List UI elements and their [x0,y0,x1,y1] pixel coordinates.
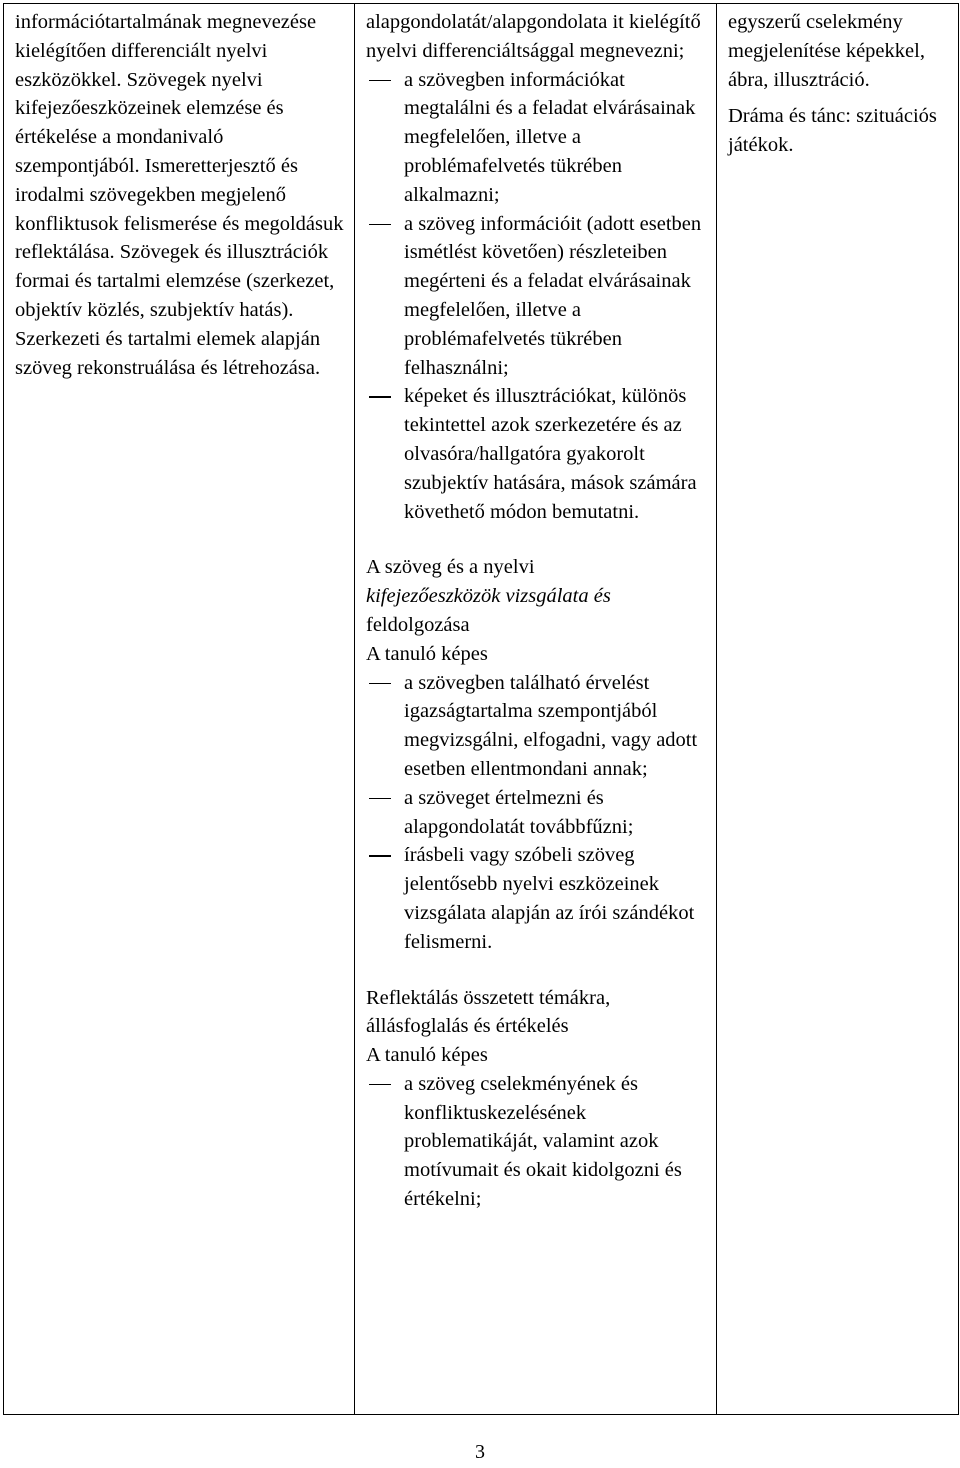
list-item: a szöveget értelmezni és alapgondolatát továbbfűzni; [366,784,708,842]
list-item: a szöveg cselekményének és konfliktuskezelésének problematikáját, valamint azok motívumait és okait kidolgozni és értékelni; [366,1070,708,1214]
section-heading-line: feldolgozása [366,613,470,636]
list-item: a szövegben információkat megtalálni és a feladat elvárásainak megfelelően, illetve a problémafelvetés tükrében alkalmazni; [366,66,708,210]
list-item: a szöveg információit (adott esetben ismétlést követően) részleteiben megérteni és a feladat elvárásainak megfelelően, illetve a problémafelvetés tükrében felhasználni; [366,210,708,383]
table-row [4,4,959,1415]
section-heading [366,553,708,639]
section-heading-line: állásfoglalás és értékelés [366,1015,569,1038]
list-item: írásbeli vagy szóbeli szöveg jelentősebb nyelvi eszközeinek vizsgálata alapján az írói szándékot felismerni. [366,841,708,956]
section-heading-line: A szöveg és a nyelvi [366,556,535,579]
section-lead: A tanuló képes [366,1044,488,1067]
section-list [366,669,708,957]
section-heading-line-italic: kifejezőeszközök vizsgálata és [366,585,611,608]
list-item: a szövegben található érvelést igazságtartalma szempontjából megvizsgálni, elfogadni, vagy adott esetben ellentmondani annak; [366,669,708,784]
content-paragraph: információtartalmának megnevezése kielégítően differenciált nyelvi eszközökkel. Szövegek nyelvi kifejezőeszközeinek elemzése és értékelése a mondanivaló szempontjából. Ismeretterjesztő és irodalmi szövegekben megjelenő konfliktusok felismerése és megoldásuk reflektálása. Szövegek és illusztrációk formai és tartalmi elemzése (szerkezet, objektív közlés, szubjektív hatás). Szerkezeti és tartalmi elemek alapján szöveg rekonstruálása és létrehozása. [15,11,344,379]
requirements-list [366,66,708,527]
content-column-cell [4,4,355,1415]
activity-text: Dráma és tánc: szituációs játékok. [728,105,937,157]
curriculum-table [3,3,959,1415]
section-lead: A tanuló képes [366,642,488,665]
page-number: 3 [475,1441,485,1463]
activities-column-cell [717,4,959,1415]
activity-text: egyszerű cselekmény megjelenítése képekkel, ábra, illusztráció. [728,11,925,91]
requirements-column-cell [355,4,717,1415]
intro-paragraph: alapgondolatát/alapgondolata it kielégítő nyelvi differenciáltsággal megnevezni; [366,11,701,62]
list-item: képeket és illusztrációkat, különös tekintettel azok szerkezetére és az olvasóra/hallgatóra gyakorolt szubjektív hatására, mások számára követhető módon bemutatni. [366,382,708,526]
section-heading [366,984,708,1042]
section-heading-line: Reflektálás összetett témákra, [366,986,611,1009]
section-list [366,1070,708,1214]
